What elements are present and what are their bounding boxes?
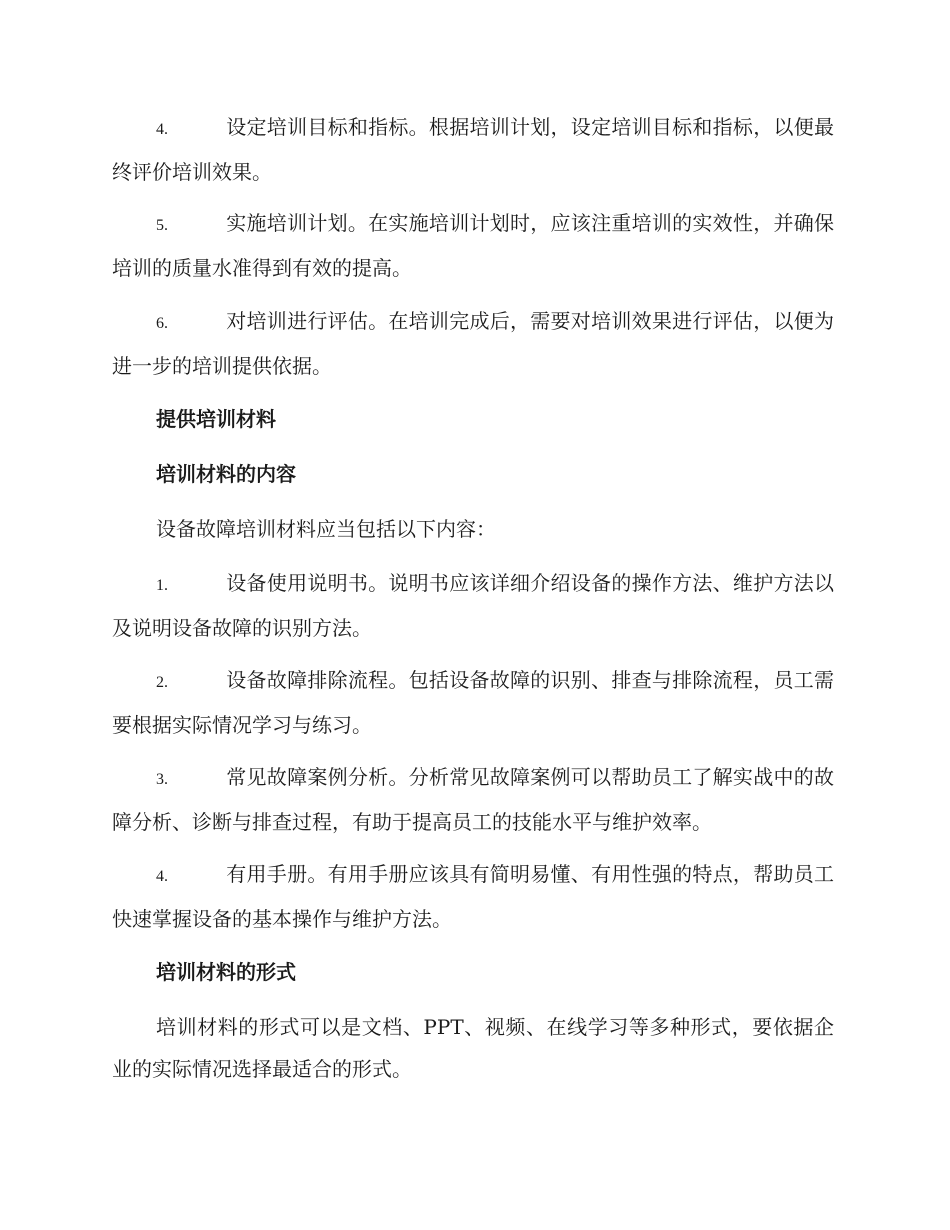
list-item xyxy=(112,562,834,649)
list-item xyxy=(112,853,834,940)
list-text: 设备故障排除流程。包括设备故障的识别、排查与排除流程，员工需要根据实际情况学习与练习。 xyxy=(112,668,834,737)
list-text: 常见故障案例分析。分析常见故障案例可以帮助员工了解实战中的故障分析、诊断与排查过程，有助于提高员工的技能水平与维护效率。 xyxy=(112,765,834,834)
intro-paragraph xyxy=(112,508,834,550)
list-number: 1. xyxy=(156,577,168,594)
list-item xyxy=(112,659,834,746)
list-number: 5. xyxy=(156,217,168,234)
list-item xyxy=(112,106,834,193)
list-item xyxy=(112,756,834,843)
list-text: 实施培训计划。在实施培训计划时，应该注重培训的实效性，并确保培训的质量水准得到有效的提高。 xyxy=(112,211,834,280)
intro-text: 设备故障培训材料应当包括以下内容： xyxy=(156,517,496,541)
subsection-heading: 培训材料的内容 xyxy=(156,462,296,486)
section-heading: 提供培训材料 xyxy=(156,407,276,431)
list-number: 2. xyxy=(156,674,168,691)
list-number: 4. xyxy=(156,121,168,138)
list-text: 对培训进行评估。在培训完成后，需要对培训效果进行评估，以便为进一步的培训提供依据。 xyxy=(112,309,834,378)
list-number: 6. xyxy=(156,315,168,332)
list-number: 4. xyxy=(156,868,168,885)
list-item xyxy=(112,300,834,387)
subsection-heading: 培训材料的形式 xyxy=(156,960,296,984)
list-text: 设备使用说明书。说明书应该详细介绍设备的操作方法、维护方法以及说明设备故障的识别方法。 xyxy=(112,571,834,640)
form-text: 培训材料的形式可以是文档、PPT、视频、在线学习等多种形式，要依据企业的实际情况选择最适合的形式。 xyxy=(112,1015,834,1081)
list-text: 设定培训目标和指标。根据培训计划，设定培训目标和指标，以便最终评价培训效果。 xyxy=(112,115,834,184)
form-paragraph xyxy=(112,1006,834,1090)
list-text: 有用手册。有用手册应该具有简明易懂、有用性强的特点，帮助员工快速掌握设备的基本操作与维护方法。 xyxy=(112,862,834,931)
list-number: 3. xyxy=(156,771,168,788)
list-item xyxy=(112,202,834,289)
